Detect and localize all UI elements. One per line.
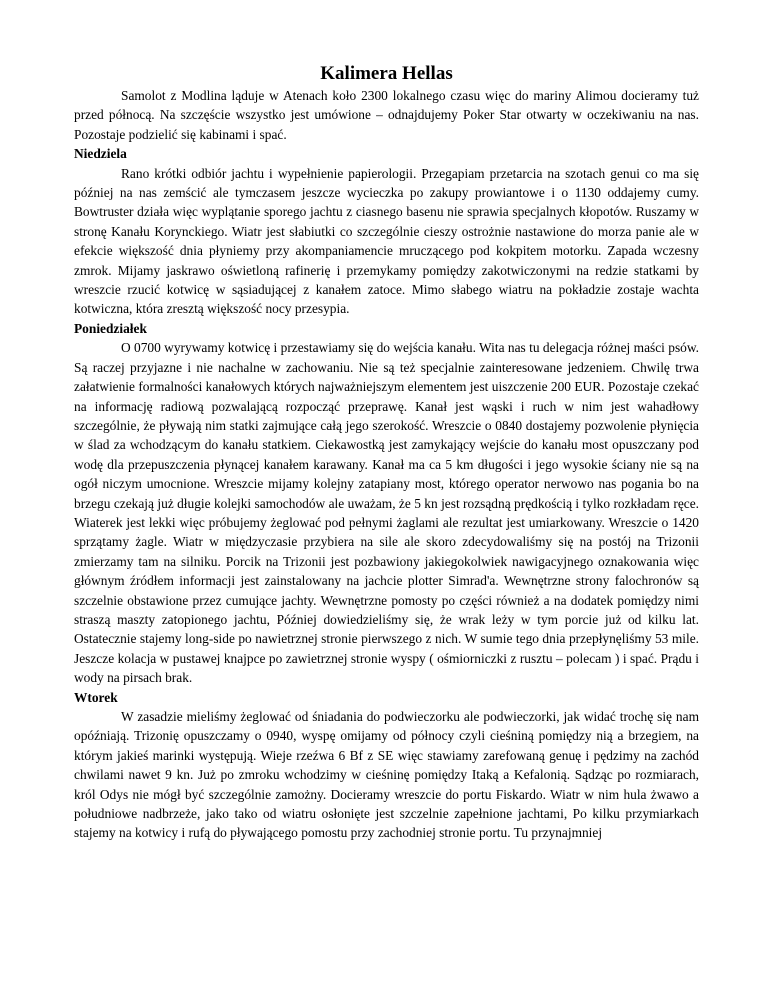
section-heading-niedziela: Niedziela [74,146,127,162]
document-page [74,0,699,843]
section-paragraph-poniedzialek: O 0700 wyrywamy kotwicę i przestawiamy się do wejścia kanału. Wita nas tu delegacja różnej maści psów. Są raczej przyjazne i nie nachalne w zachowaniu. Nie są też specjalnie zainteresowane jedzeniem. Chwilę trwa załatwienie formalności kanałowych których najważniejszym elementem jest uiszczenie 200 EUR. Pozostaje czekać na informację radiową pozwalającą rozpocząć przeprawę. Kanał jest wąski i ruch w nim jest wahadłowy szczególnie, że pływają nim statki zajmujące całą jego szerokość. Wreszcie o 0840 dostajemy pozwolenie płynięcia w ślad za wchodzącym do kanału statkiem. Ciekawostką jest zamykający wejście do kanału most opuszczany pod wodę dla przepuszczenia płynącej kanałem karawany. Kanał ma ca 5 km długości i jego wysokie ściany nie są na ogół niczym umocnione. Wreszcie mijamy kolejny zatapiany most, którego operator nerwowo nas pogania bo na brzegu czekają już długie kolejki samochodów ale uważam, że 5 kn jest rozsądną prędkością i tylko rozkładam ręce. Wiaterek jest lekki więc próbujemy żeglować pod pełnymi żaglami ale rezultat jest umiarkowany. Wreszcie o 1420 sprzątamy żagle. Wiatr w międzyczasie przybiera na sile ale skoro zdecydowaliśmy się na postój na Trizonii zmierzamy tam na silniku. Porcik na Trizonii jest pozbawiony jakiegokolwiek nawigacyjnego oznakowania więc głównym źródłem informacji jest zainstalowany na jachcie plotter Simrad'a. Wewnętrzne strony falochronów są szczelnie obstawione przez cumujące jachty. Wewnętrzne pomosty po części również a na dodatek pomiędzy nimi straszą maszty zatopionego jachtu, Później dowiedzieliśmy się, że wrak leży w tym porcie już od kilku lat. Ostatecznie stajemy long-side po nawietrznej stronie pierwszego z nich. W sumie tego dnia przepłynęliśmy 53 mile. Jeszcze kolacja w pustawej knajpce po zawietrznej stronie wyspy ( ośmiorniczki z rusztu – polecam ) i spać. Prądu i wody na pirsach brak. [74,340,699,686]
intro-paragraph: Samolot z Modlina ląduje w Atenach koło 2300 lokalnego czasu więc do mariny Alimou docieramy tuż przed północą. Na szczęście wszystko jest umówione – odnajdujemy Poker Star otwarty w oczekiwaniu na nas. Pozostaje podzielić się kabinami i spać. [74,88,699,142]
section-paragraph-niedziela: Rano krótki odbiór jachtu i wypełnienie papierologii. Przegapiam przetarcia na szotach genui co ma się później na nas zemścić ale tymczasem jeszcze wycieczka po zakupy prowiantowe i o 1130 oddajemy cumy. Bowtruster działa więc wyplątanie sporego jachtu z ciasnego basenu nie sprawia specjalnych kłopotów. Ruszamy w stronę Kanału Korynckiego. Wiatr jest słabiutki co szczególnie cieszy ostrożnie nastawione do morza panie ale w efekcie większość dnia płyniemy przy akompaniamencie mruczącego pod kokpitem motorku. Zapada wczesny zmrok. Mijamy jaskrawo oświetloną rafinerię i przemykamy pomiędzy zakotwiczonymi na redzie statkami by wreszcie rzucić kotwicę w sąsiadującej z kanałem zatoce. Mimo słabego wiatru na pokładzie zostaje wachta kotwiczna, która zresztą większość nocy przesypia. [74,165,699,317]
section-heading-poniedzialek: Poniedziałek [74,320,147,336]
section-heading-wtorek: Wtorek [74,689,118,705]
section-paragraph-wtorek: W zasadzie mieliśmy żeglować od śniadania do podwieczorku ale podwieczorki, jak widać trochę się nam opóźniają. Trizonię opuszczamy o 0940, wyspę omijamy od północy czyli cieśniną pomiędzy nią a brzegiem, na którym jakieś marinki występują. Wieje rzeźwa 6 Bf z SE więc stawiamy zarefowaną genuę i pędzimy na zachód chwilami nawet 9 kn. Już po zmroku wchodzimy w cieśninę pomiędzy Itaką a Kefalonią. Sądząc po rozmiarach, król Odys nie mógł być szczególnie zamożny. Docieramy wreszcie do portu Fiskardo. Wiatr w nim hula żwawo a południowe nadbrzeże, jako tako od wiatru osłonięte jest szczelnie zapełnione jachtami, Po kilku przymiarkach stajemy na kotwicy i rufą do pływającego pomostu przy zachodniej stronie portu. Tu przynajmniej [74,709,699,841]
document-title: Kalimera Hellas [320,63,453,84]
